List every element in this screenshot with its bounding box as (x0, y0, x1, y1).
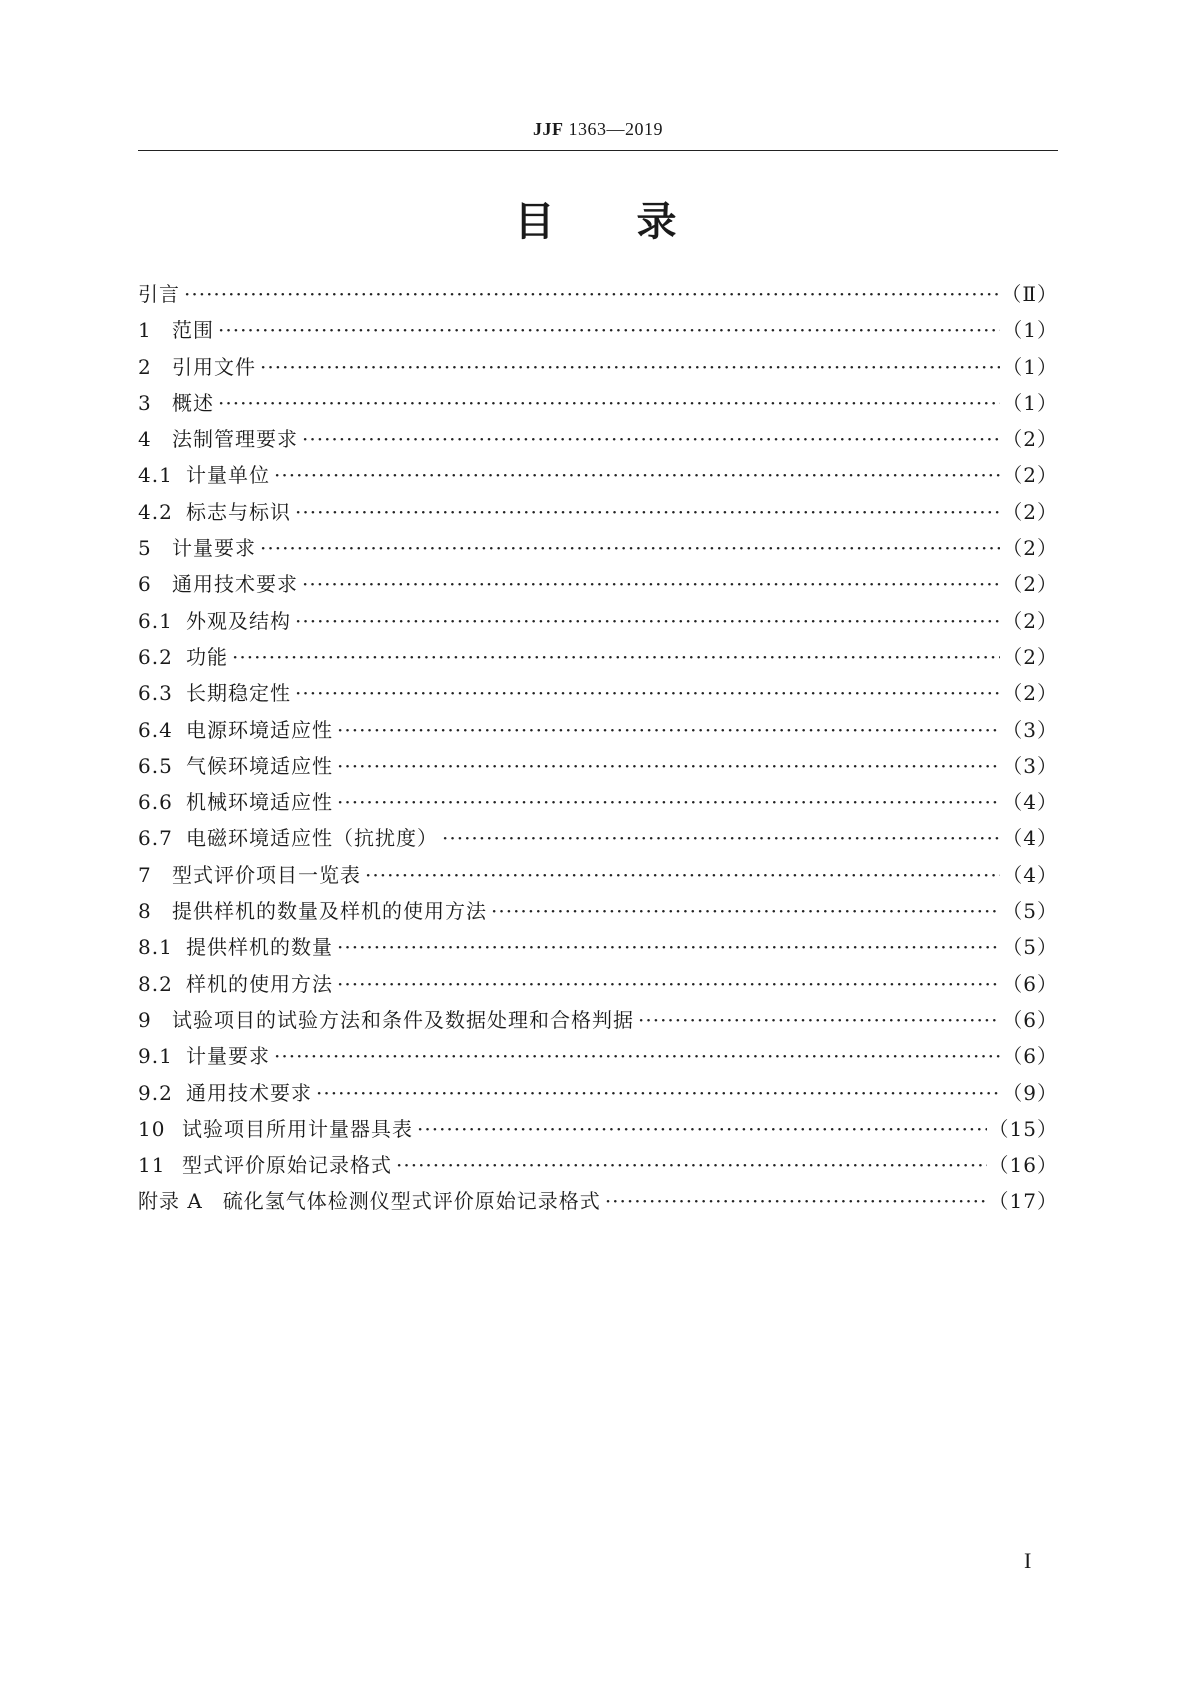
toc-page-number: （2） (1002, 536, 1058, 561)
toc-section-title: 长期稳定性 (186, 681, 291, 706)
toc-page-number: （17） (988, 1189, 1058, 1214)
toc-section-title: 机械环境适应性 (186, 790, 333, 815)
toc-section-title: 标志与标识 (186, 499, 291, 524)
toc-section-number: 附录 A (138, 1189, 203, 1214)
toc-entry[interactable] (138, 893, 1058, 929)
toc-entry[interactable] (138, 349, 1058, 385)
page-title: 目录 (514, 199, 759, 245)
toc-section-number: 8.2 (138, 971, 173, 996)
toc-page-number: （2） (1002, 499, 1058, 524)
toc-section-title: 提供样机的数量及样机的使用方法 (172, 899, 487, 924)
toc-dot-leader (638, 1002, 1000, 1038)
toc-section-title: 计量要求 (186, 1044, 270, 1069)
toc-dot-leader (337, 929, 1000, 965)
toc-section-title: 通用技术要求 (172, 572, 298, 597)
toc-page-number: （3） (1002, 717, 1058, 742)
toc-page-number: （2） (1002, 427, 1058, 452)
toc-entry[interactable] (138, 1111, 1058, 1147)
toc-section-number: 7 (138, 862, 152, 887)
toc-section-number: 5 (138, 536, 152, 561)
toc-section-title: 计量单位 (186, 463, 270, 488)
toc-dot-leader (218, 385, 1000, 421)
toc-page-number: （6） (1002, 1044, 1058, 1069)
toc-section-title: 型式评价原始记录格式 (182, 1153, 392, 1178)
toc-section-title: 提供样机的数量 (186, 935, 333, 960)
toc-section-number: 4.1 (138, 463, 173, 488)
toc-page-number: （4） (1002, 826, 1058, 851)
toc-dot-leader (365, 857, 1000, 893)
toc-page-number: （2） (1002, 463, 1058, 488)
toc-section-title: 概述 (172, 390, 214, 415)
toc-section-number: 6 (138, 572, 152, 597)
toc-page-number: （2） (1002, 608, 1058, 633)
toc-page-number: （1） (1002, 390, 1058, 415)
toc-dot-leader (316, 1075, 1000, 1111)
toc-dot-leader (337, 712, 1000, 748)
toc-dot-leader (337, 748, 1000, 784)
toc-entry[interactable] (138, 1002, 1058, 1038)
toc-entry[interactable] (138, 312, 1058, 348)
page-number: I (1024, 1548, 1032, 1573)
toc-section-number: 10 (138, 1116, 166, 1141)
toc-entry[interactable] (138, 820, 1058, 856)
toc-section-title: 样机的使用方法 (186, 971, 333, 996)
toc-page-number: （1） (1002, 354, 1058, 379)
table-of-contents (138, 276, 1058, 1220)
toc-dot-leader (260, 349, 1000, 385)
toc-section-number: 8.1 (138, 935, 173, 960)
toc-dot-leader (295, 675, 1000, 711)
toc-entry[interactable] (138, 712, 1058, 748)
toc-entry[interactable] (138, 494, 1058, 530)
toc-page-number: （3） (1002, 753, 1058, 778)
toc-section-title: 引言 (138, 282, 180, 306)
toc-section-title: 功能 (186, 644, 228, 669)
toc-entry[interactable] (138, 675, 1058, 711)
toc-section-title: 计量要求 (172, 536, 256, 561)
toc-entry[interactable] (138, 857, 1058, 893)
toc-section-title: 外观及结构 (186, 608, 291, 633)
toc-page-number: （6） (1002, 971, 1058, 996)
toc-page-number: （2） (1002, 644, 1058, 669)
toc-section-title: 试验项目所用计量器具表 (182, 1116, 413, 1141)
toc-section-number: 4 (138, 427, 152, 452)
toc-dot-leader (184, 276, 999, 312)
toc-dot-leader (274, 457, 1000, 493)
toc-entry[interactable] (138, 1183, 1058, 1219)
toc-section-title: 硫化氢气体检测仪型式评价原始记录格式 (222, 1189, 601, 1214)
standard-prefix: JJF (533, 119, 564, 139)
toc-entry[interactable] (138, 639, 1058, 675)
toc-dot-leader (218, 312, 1000, 348)
toc-section-title: 引用文件 (172, 354, 256, 379)
toc-dot-leader (302, 566, 1000, 602)
toc-section-number: 6.2 (138, 644, 173, 669)
standard-number: 1363—2019 (563, 119, 663, 139)
toc-dot-leader (295, 494, 1000, 530)
toc-section-title: 通用技术要求 (186, 1080, 312, 1105)
toc-entry[interactable] (138, 457, 1058, 493)
toc-section-number: 9 (138, 1007, 152, 1032)
toc-dot-leader (274, 1038, 1000, 1074)
page-header (138, 118, 1058, 151)
toc-dot-leader (302, 421, 1000, 457)
toc-entry[interactable] (138, 1075, 1058, 1111)
toc-entry[interactable] (138, 566, 1058, 602)
toc-dot-leader (295, 603, 1000, 639)
toc-page-number: （4） (1002, 862, 1058, 887)
toc-page-number: （16） (988, 1153, 1058, 1178)
toc-section-number: 6.1 (138, 608, 173, 633)
toc-section-title: 范围 (172, 318, 214, 343)
toc-section-title: 试验项目的试验方法和条件及数据处理和合格判据 (172, 1007, 634, 1032)
toc-entry[interactable] (138, 748, 1058, 784)
toc-section-number: 2 (138, 354, 152, 379)
toc-dot-leader (442, 820, 1000, 856)
toc-entry[interactable] (138, 1038, 1058, 1074)
toc-entry[interactable] (138, 966, 1058, 1002)
toc-section-title: 电源环境适应性 (186, 717, 333, 742)
toc-page-number: （9） (1002, 1080, 1058, 1105)
toc-section-number: 9.1 (138, 1044, 173, 1069)
toc-dot-leader (396, 1147, 987, 1183)
toc-dot-leader (417, 1111, 987, 1147)
toc-dot-leader (337, 966, 1000, 1002)
toc-page-number: （4） (1002, 790, 1058, 815)
toc-dot-leader (337, 784, 1000, 820)
toc-section-title: 电磁环境适应性（抗扰度） (186, 826, 438, 851)
toc-section-number: 3 (138, 390, 152, 415)
toc-entry[interactable] (138, 603, 1058, 639)
toc-entry[interactable] (138, 276, 1058, 312)
toc-entry[interactable] (138, 530, 1058, 566)
toc-entry[interactable] (138, 929, 1058, 965)
toc-dot-leader (232, 639, 1000, 675)
toc-page-number: （Ⅱ） (1001, 282, 1058, 306)
toc-section-number: 4.2 (138, 499, 173, 524)
toc-page-number: （2） (1002, 681, 1058, 706)
toc-page-number: （6） (1002, 1007, 1058, 1032)
toc-entry[interactable] (138, 421, 1058, 457)
toc-entry[interactable] (138, 784, 1058, 820)
toc-page-number: （1） (1002, 318, 1058, 343)
toc-section-title: 型式评价项目一览表 (172, 862, 361, 887)
toc-page-number: （2） (1002, 572, 1058, 597)
toc-entry[interactable] (138, 1147, 1058, 1183)
toc-section-title: 法制管理要求 (172, 427, 298, 452)
toc-section-number: 8 (138, 899, 152, 924)
toc-section-number: 6.4 (138, 717, 173, 742)
toc-section-number: 6.5 (138, 753, 173, 778)
standard-code (138, 118, 1058, 140)
toc-section-number: 6.7 (138, 826, 173, 851)
toc-section-number: 11 (138, 1153, 166, 1178)
toc-page-number: （5） (1002, 899, 1058, 924)
toc-section-title: 气候环境适应性 (186, 753, 333, 778)
toc-section-number: 6.3 (138, 681, 173, 706)
toc-page-number: （15） (988, 1116, 1058, 1141)
toc-entry[interactable] (138, 385, 1058, 421)
toc-dot-leader (491, 893, 1000, 929)
toc-section-number: 1 (138, 318, 152, 343)
toc-section-number: 9.2 (138, 1080, 173, 1105)
toc-section-number: 6.6 (138, 790, 173, 815)
toc-page-number: （5） (1002, 935, 1058, 960)
toc-dot-leader (605, 1183, 987, 1219)
toc-dot-leader (260, 530, 1000, 566)
